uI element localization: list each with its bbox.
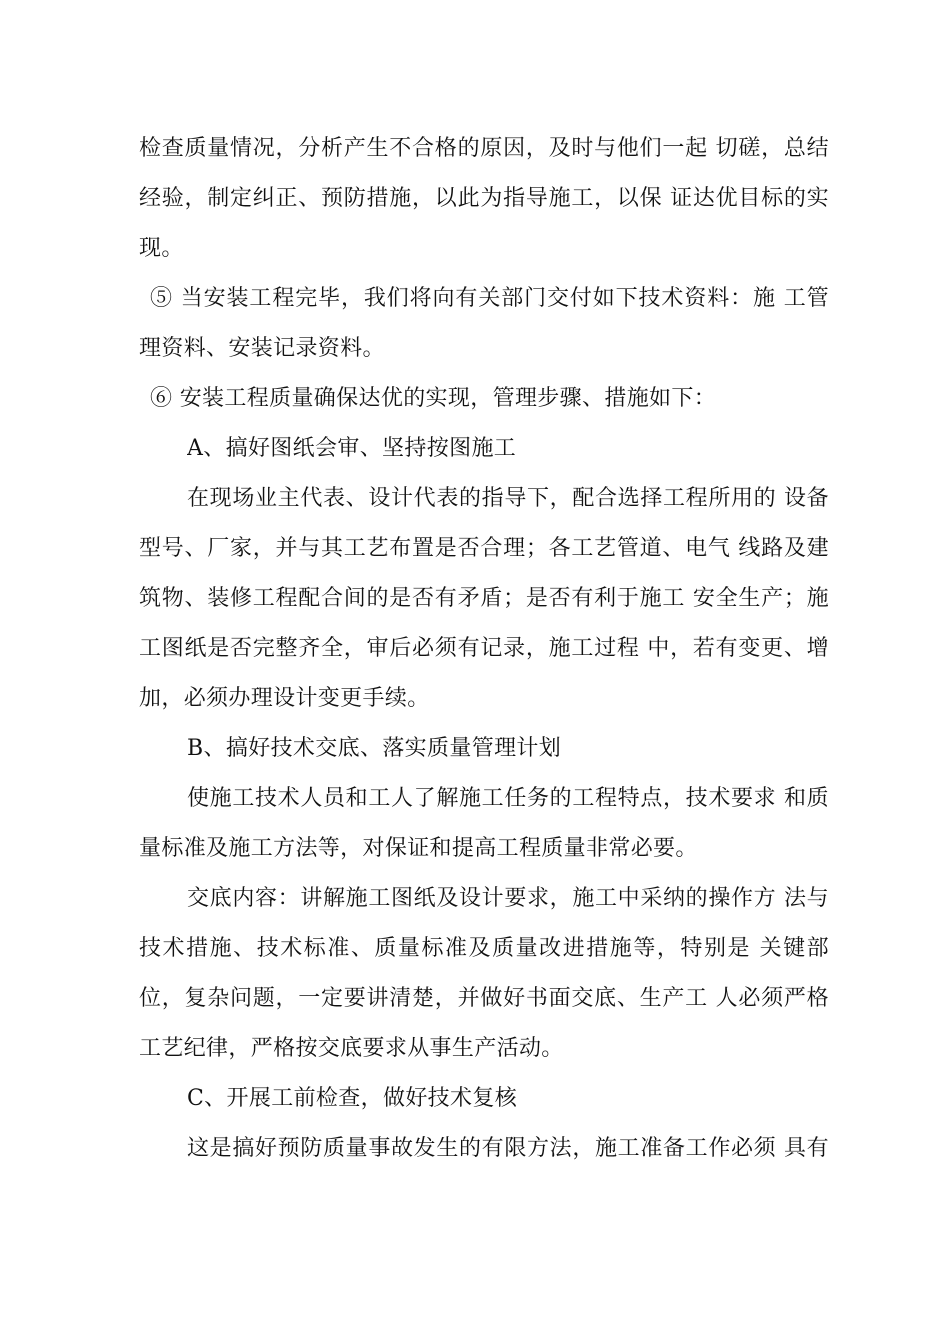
section-heading-c: C、开展工前检查，做好技术复核 (187, 1086, 518, 1111)
text-line: 交底内容：讲解施工图纸及设计要求，施工中采纳的操作方 法与 (187, 886, 829, 911)
text-line: 加，必须办理设计变更手续。 (139, 686, 430, 711)
section-heading-a: A、搞好图纸会审、坚持按图施工 (187, 436, 517, 461)
text-line: 型号、厂家，并与其工艺布置是否合理；各工艺管道、电气 线路及建 (139, 536, 829, 561)
text-line: 量标准及施工方法等，对保证和提高工程质量非常必要。 (139, 836, 698, 861)
text-line: 这是搞好预防质量事故发生的有限方法，施工准备工作必须 具有 (187, 1136, 829, 1161)
text-line: 在现场业主代表、设计代表的指导下，配合选择工程所用的 设备 (187, 486, 829, 511)
text-line: 工图纸是否完整齐全，审后必须有记录，施工过程 中，若有变更、增 (139, 636, 829, 661)
text-line: 现。 (139, 236, 184, 261)
list-item-6: ⑥ 安装工程质量确保达优的实现，管理步骤、措施如下： (150, 386, 717, 411)
text-line: 经验，制定纠正、预防措施，以此为指导施工，以保 证达优目标的实 (139, 186, 829, 211)
text-line: 理资料、安装记录资料。 (139, 336, 385, 361)
text-line: 筑物、装修工程配合间的是否有矛盾；是否有利于施工 安全生产；施 (139, 586, 829, 611)
section-heading-b: B、搞好技术交底、落实质量管理计划 (187, 736, 562, 761)
text-line: 检查质量情况，分析产生不合格的原因，及时与他们一起 切磋，总结 (139, 136, 829, 161)
text-line: 工艺纪律，严格按交底要求从事生产活动。 (139, 1036, 564, 1061)
text-line: 技术措施、技术标准、质量标准及质量改进措施等，特别是 关键部 (139, 936, 829, 961)
list-item-5: ⑤ 当安装工程完毕，我们将向有关部门交付如下技术资料：施 工管 (150, 286, 829, 311)
text-line: 位，复杂问题，一定要讲清楚，并做好书面交底、生产工 人必须严格 (139, 986, 829, 1011)
text-line: 使施工技术人员和工人了解施工任务的工程特点，技术要求 和质 (187, 786, 829, 811)
